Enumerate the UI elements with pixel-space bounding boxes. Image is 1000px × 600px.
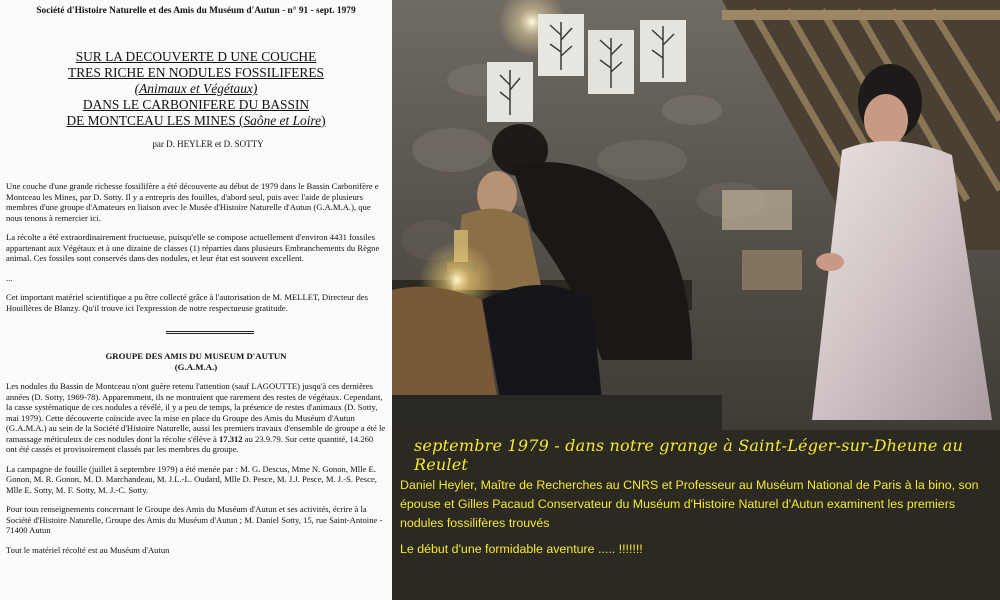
barn-photo bbox=[392, 0, 1000, 430]
paragraph: La campagne de fouille (juillet à septembre 1979) a été menée par : M. G. Descus, Mme N. Gonon, Mlle E. Gonon, M. R. Gonon, M. D. Marchandeau, M. J.L.-L. Oudard, Mlle D. Pesce, M. J.J. Pesce, M. J.-S. Pesce, Mlle E. Sotty, M. F. Sotty, M. J.-C. Sotty. bbox=[6, 463, 377, 495]
black-bag bbox=[482, 285, 602, 410]
title-line: DANS LE CARBONIFERE DU BASSIN bbox=[82, 97, 310, 112]
section-title bbox=[6, 351, 386, 372]
paragraph-text: au 23.9.79. Sur cette quantité, 14.260 ont été cassés et provisoirement classés par les membres du groupe. bbox=[6, 433, 374, 454]
paragraph-bold: 17.312 bbox=[218, 433, 243, 444]
photo-caption bbox=[392, 430, 1000, 600]
title-italic: Saône et Loire bbox=[243, 113, 322, 128]
caption-description: Daniel Heyler, Maître de Recherches au CNRS et Professeur au Muséum National de Paris à la bino, son épouse et Gilles Pacaud Conservateur du Muséum d'Histoire Naturel d'Autun examinent les premiers nodules fossilifères trouvés bbox=[400, 478, 979, 530]
paragraph: Cet important matériel scientifique a pu être collecté grâce à l'autorisation de M. MELLET, Directeur des Houillères de Blanzy. Qu'il trouve ici l'expression de notre respectueuse gratitude. bbox=[6, 292, 368, 313]
caption-note: Le début d'une formidable aventure ..... !!!!!!! bbox=[400, 542, 643, 556]
caption-title: septembre 1979 - dans notre grange à Saint-Léger-sur-Dheune au Reulet bbox=[414, 436, 964, 474]
floor bbox=[392, 395, 722, 430]
photo-illustration bbox=[392, 0, 1000, 430]
title-line bbox=[6, 81, 386, 97]
title-line bbox=[6, 113, 386, 129]
ellipsis: ... bbox=[6, 272, 13, 283]
paragraph: Pour tous renseignements concernant le Groupe des Amis du Muséum d'Autun et ses activités, écrire à la Société d'Histoire Naturelle, Groupe des Amis du Muséum d'Autun ; M. Daniel Sotty, 15, rue Saint-Antoine - 71400 Autun bbox=[6, 504, 383, 535]
paragraph: Une couche d'une grande richesse fossilifère a été découverte au début de 1979 dans le Bassin Carbonifère e Montceau les Mines, par D. Sotty. Il y a entrepris des fouilles, d'abord seul, puis avec l'aide de plusieurs membres d'une groupe d'Amateurs en liaison avec le Musée d'Histoire Naturelle d'Autun (G.A.M.A.), que nous tenons à remercier ici. bbox=[6, 181, 379, 223]
paragraph: Tout le matériel récolté est au Muséum d'Autun bbox=[6, 544, 170, 555]
scanned-article bbox=[0, 0, 392, 600]
title-text: DE MONTCEAU LES MINES ( bbox=[66, 113, 244, 128]
authors: par D. HEYLER et D. SOTTY bbox=[152, 139, 264, 149]
article-title bbox=[6, 49, 386, 129]
paragraph: La récolte a été extraordinairement fructueuse, puisqu'elle se compose actuellement d'environ 4431 fossiles appartenant aux Végétaux et à une dizaine de classes (1) réparties dans plusieurs Embranchements du Règne animal. Ces fossiles sont conservés dans des nodules, et leur état est souvent excellent. bbox=[6, 232, 380, 263]
paragraph bbox=[6, 381, 386, 455]
title-italic: (Animaux et Végétaux) bbox=[134, 81, 258, 96]
wooden-crate bbox=[742, 250, 802, 290]
title-line: TRES RICHE EN NODULES FOSSILIFERES bbox=[68, 65, 324, 80]
cardboard-box bbox=[722, 190, 792, 230]
section-title-line: GROUPE DES AMIS DU MUSEUM D'AUTUN bbox=[105, 351, 287, 361]
section-title-line: (G.A.M.A.) bbox=[174, 361, 218, 372]
title-line: SUR LA DECOUVERTE D UNE COUCHE bbox=[75, 49, 317, 64]
title-text: ) bbox=[321, 113, 326, 128]
paragraph-text: Les nodules du Bassin de Montceau n'ont guère retenu l'attention (sauf LAGOUTTE) jusqu'à ces dernières années (D. Sotty, 1969-78). Apparemment, ils ne montraient que rarement des restes de végétaux. Cependant, la casse systématique de ces nodules a révélé, il y a peu de temps, la présence de restes d'animaux (D. Sotty, mai 1979). Cette découverte coïncide avec la mise en place du Groupe des Amis du Muséum d'Autun (G.A.M.A.) au sein de la Société d'Histoire Naturelle, aussi les premiers travaux d'ensemble de groupe a été le ramassage méticuleux de ces nodules dont la récolte s'élève à bbox=[6, 381, 386, 444]
separator-rule bbox=[166, 331, 254, 334]
journal-header: Société d'Histoire Naturelle et des Amis du Muséum d'Autun - n° 91 - sept. 1979 bbox=[36, 6, 356, 16]
